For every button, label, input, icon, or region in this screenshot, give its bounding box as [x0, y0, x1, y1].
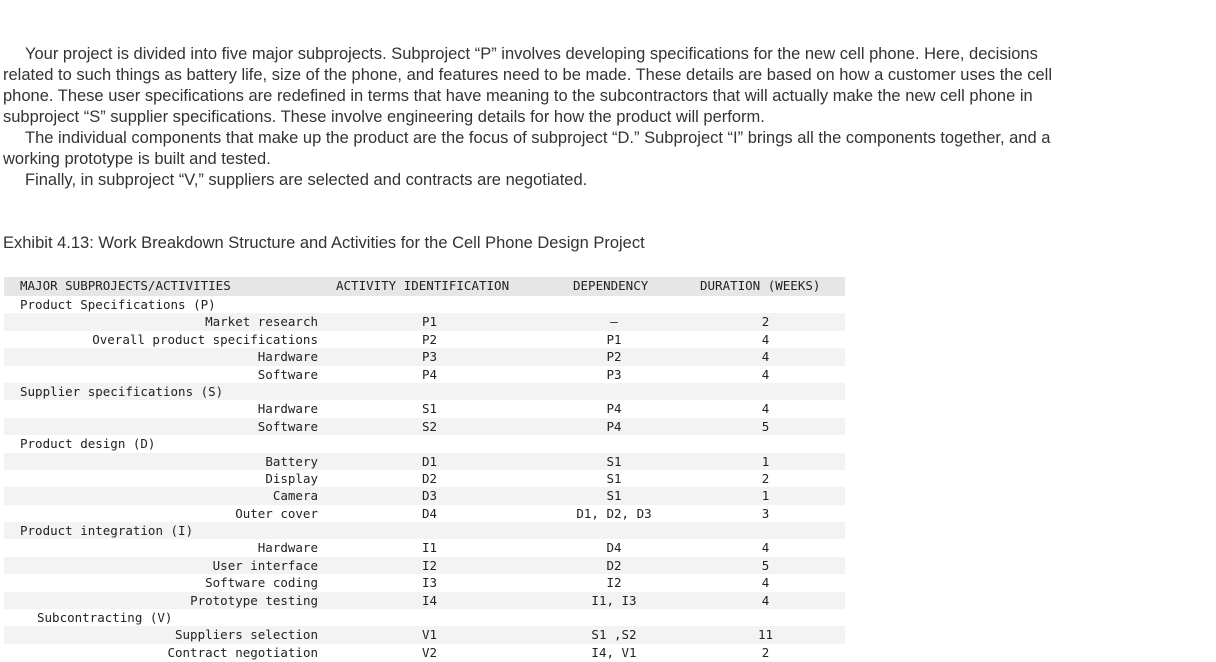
activity-id: V2: [422, 644, 438, 660]
activity-id: D1: [422, 453, 438, 469]
activity-name: Outer cover: [235, 505, 318, 521]
group-title: Supplier specifications (S): [20, 383, 224, 399]
activity-duration: 4: [761, 331, 770, 347]
activity-dependency: S1: [606, 453, 622, 469]
activity-id: S1: [422, 401, 438, 417]
table-row: [4, 557, 845, 574]
header-name: MAJOR SUBPROJECTS/ACTIVITIES: [20, 278, 231, 293]
table-row: [4, 366, 845, 383]
activity-duration: 4: [761, 540, 770, 556]
activity-id: I4: [422, 592, 438, 608]
table-row: [4, 400, 845, 417]
activity-id: I3: [422, 575, 438, 591]
activity-dependency: P1: [606, 331, 622, 347]
activity-duration: 3: [761, 505, 770, 521]
table-row: [4, 348, 845, 365]
activity-duration: 4: [761, 401, 770, 417]
activity-id: V1: [422, 627, 438, 643]
group-title: Product design (D): [20, 436, 156, 452]
activity-dependency: P2: [606, 349, 622, 365]
group-title: Product Specifications (P): [20, 297, 216, 312]
activity-id: P4: [422, 366, 438, 382]
activity-duration: 5: [761, 557, 770, 573]
activity-dependency: P4: [606, 401, 622, 417]
activity-dependency: D1, D2, D3: [576, 505, 652, 521]
activity-name: Software coding: [205, 575, 318, 591]
group-row: [4, 296, 845, 313]
header-id: ACTIVITY IDENTIFICATION: [336, 278, 510, 293]
wbs-table: [4, 277, 845, 661]
activity-id: P3: [422, 349, 438, 365]
activity-name: Software: [257, 418, 318, 434]
table-row: [4, 539, 845, 556]
activity-name: Software: [257, 366, 318, 382]
activity-dependency: S1: [606, 470, 622, 486]
activity-duration: 1: [761, 453, 770, 469]
activity-dependency: D2: [606, 557, 622, 573]
activity-dependency: I2: [606, 575, 622, 591]
activity-dependency: D4: [606, 540, 622, 556]
activity-dependency: P4: [606, 418, 622, 434]
activity-name: Battery: [265, 453, 318, 469]
header-dependency: DEPENDENCY: [573, 278, 649, 293]
activity-duration: 2: [761, 470, 770, 486]
table-row: [4, 331, 845, 348]
activity-name: User interface: [212, 557, 318, 573]
activity-id: D3: [422, 488, 438, 504]
activity-name: Market research: [205, 314, 318, 330]
table-row: [4, 574, 845, 591]
activity-dependency: –: [610, 314, 618, 330]
table-row: [4, 470, 845, 487]
table-row: [4, 626, 845, 643]
activity-name: Display: [265, 470, 318, 486]
group-row: [4, 383, 845, 400]
table-row: [4, 313, 845, 330]
exhibit-caption: Exhibit 4.13: Work Breakdown Structure and Activities for the Cell Phone Design Project: [3, 234, 645, 252]
activity-dependency: I4, V1: [591, 644, 637, 660]
activity-duration: 2: [761, 644, 770, 660]
activity-name: Contract negotiation: [167, 644, 318, 660]
table-row: [4, 592, 845, 609]
activity-duration: 4: [761, 592, 770, 608]
group-row: [4, 435, 845, 452]
activity-id: I2: [422, 557, 438, 573]
activity-dependency: I1, I3: [591, 592, 637, 608]
paragraph-2: The individual components that make up the product are the focus of subproject “D.” Subproject “I” brings all the components together, and a working prototype is built and tested.: [3, 129, 1051, 168]
activity-name: Suppliers selection: [175, 627, 318, 643]
activity-dependency: S1: [606, 488, 622, 504]
activity-name: Prototype testing: [190, 592, 318, 608]
activity-id: S2: [422, 418, 438, 434]
intro-text: [3, 44, 1078, 191]
activity-duration: 4: [761, 366, 770, 382]
header-duration: DURATION (WEEKS): [700, 278, 821, 293]
paragraph-1: Your project is divided into five major subprojects. Subproject “P” involves developing specifications for the new cell phone. Here, decisions related to such things as battery life, size of the phone, and features need to be made. These details are based on how a customer uses the cell phone. These user specifications are redefined in terms that have meaning to the subcontractors that will actually make the new cell phone in subproject “S” supplier specifications. These involve engineering details for how the product will perform.: [3, 45, 1053, 126]
activity-id: D2: [422, 470, 438, 486]
table-row: [4, 505, 845, 522]
activity-duration: 5: [761, 418, 770, 434]
activity-id: D4: [422, 505, 438, 521]
activity-duration: 1: [761, 488, 770, 504]
activity-duration: 2: [761, 314, 770, 330]
table-row: [4, 418, 845, 435]
activity-name: Hardware: [257, 540, 318, 556]
activity-dependency: P3: [606, 366, 622, 382]
activity-id: I1: [422, 540, 438, 556]
table-row: [4, 487, 845, 504]
activity-name: Overall product specifications: [92, 331, 318, 347]
activity-duration: 4: [761, 575, 770, 591]
table-row: [4, 644, 845, 661]
group-title: Subcontracting (V): [37, 610, 173, 626]
activity-dependency: S1 ,S2: [591, 627, 637, 643]
group-row: [4, 609, 845, 626]
group-row: [4, 522, 845, 539]
activity-id: P1: [422, 314, 438, 330]
activity-name: Hardware: [257, 401, 318, 417]
activity-duration: 4: [761, 349, 770, 365]
activity-name: Camera: [272, 488, 318, 504]
activity-name: Hardware: [257, 349, 318, 365]
table-header: [4, 277, 845, 296]
table-row: [4, 453, 845, 470]
activity-id: P2: [422, 331, 438, 347]
activity-duration: 11: [757, 627, 774, 643]
group-title: Product integration (I): [20, 523, 194, 539]
paragraph-3: Finally, in subproject “V,” suppliers are selected and contracts are negotiated.: [25, 171, 588, 189]
